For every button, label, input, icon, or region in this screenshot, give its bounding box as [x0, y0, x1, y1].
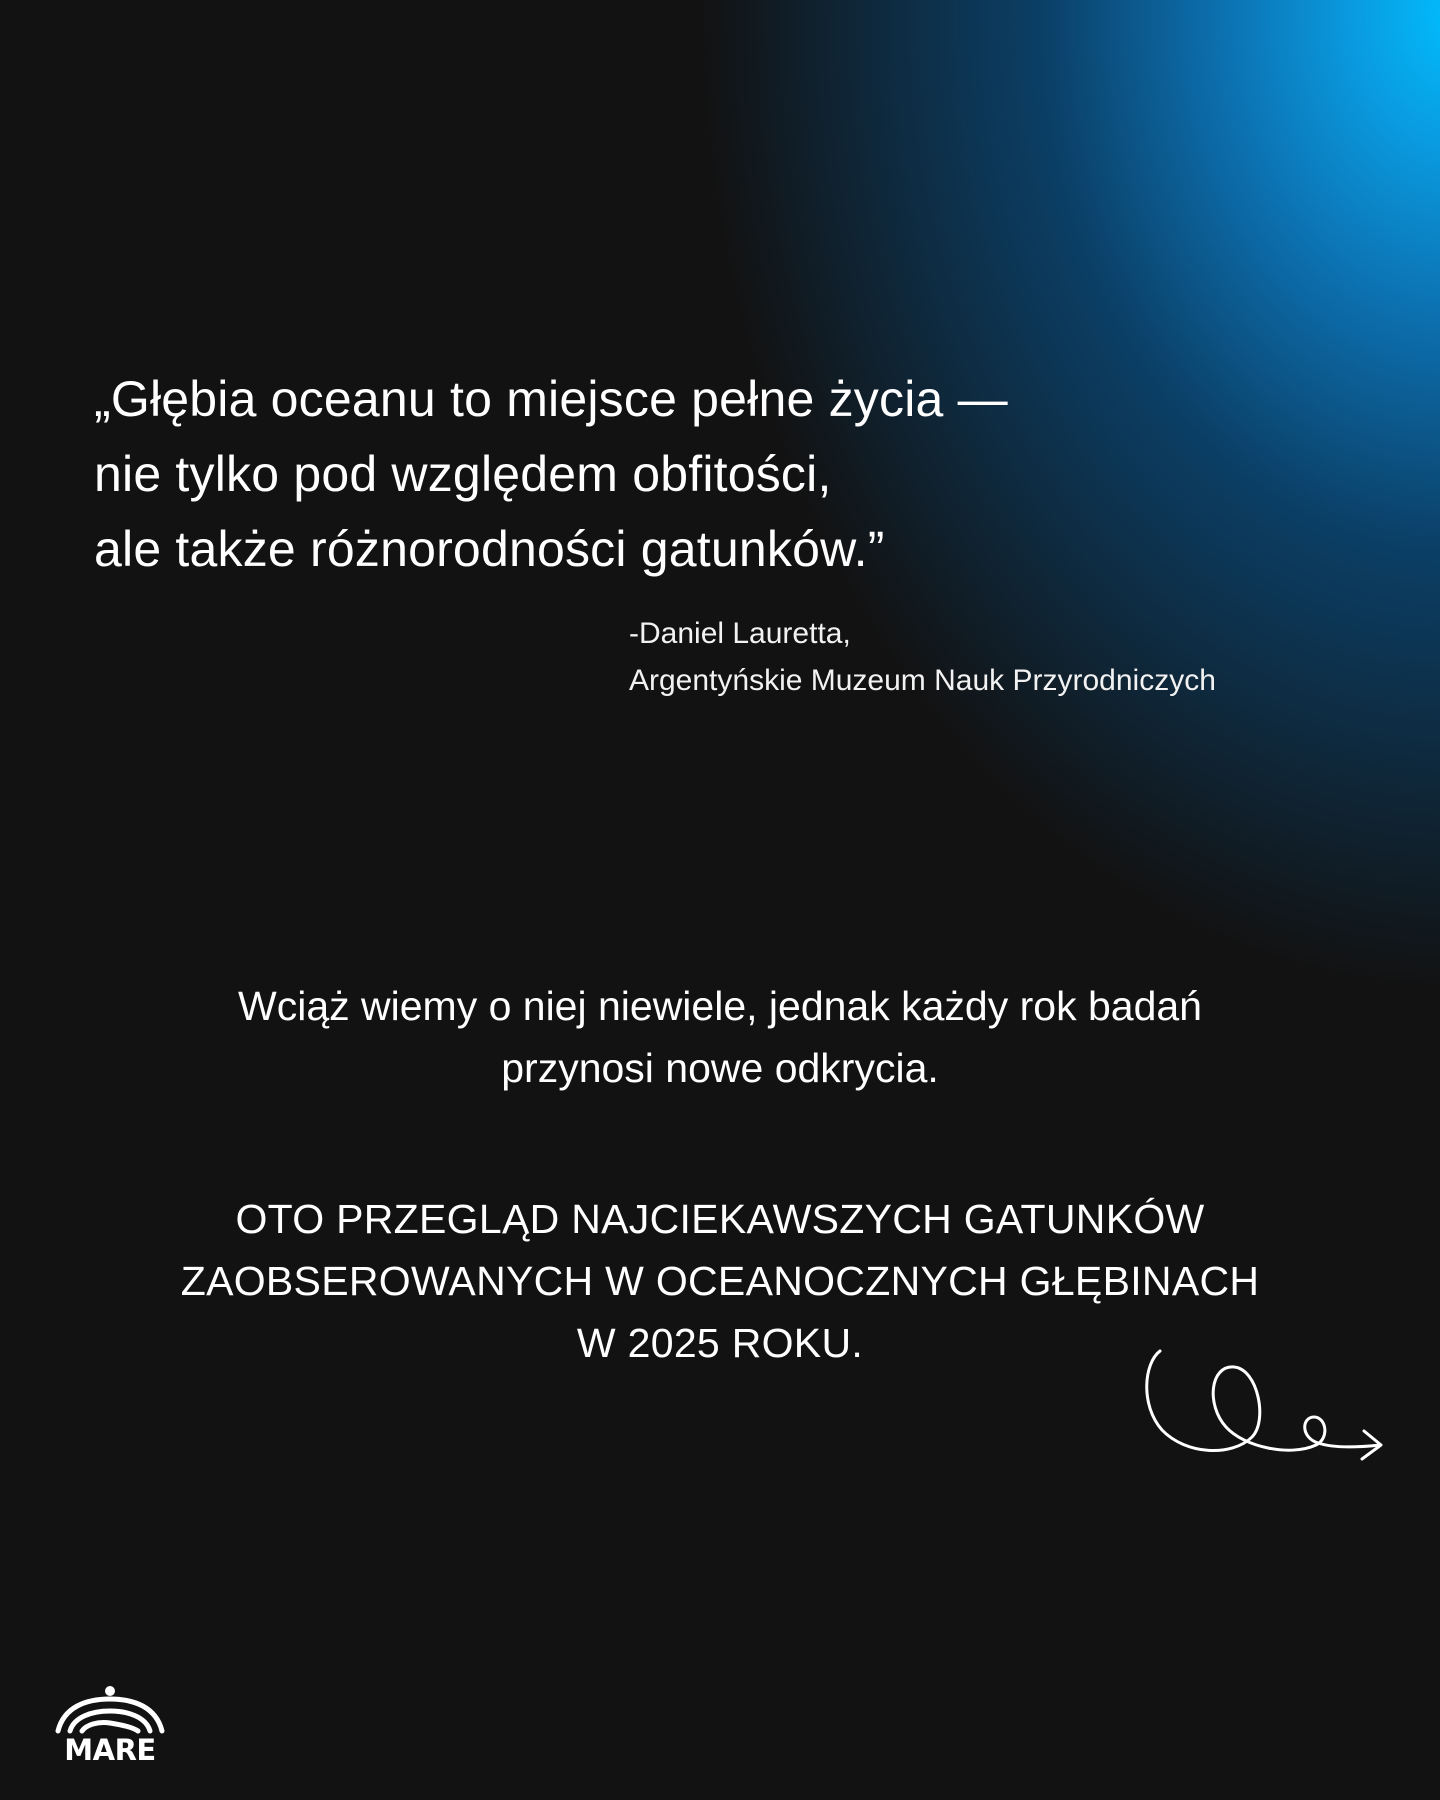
- headline-line: W 2025 ROKU.: [576, 1320, 864, 1366]
- headline-line: OTO PRZEGLĄD NAJCIEKAWSZYCH GATUNKÓW: [235, 1196, 1205, 1242]
- quote-line: nie tylko pod względem obfitości,: [94, 446, 832, 502]
- quote-block: [94, 362, 1194, 587]
- headline-line: ZAOBSEROWANYCH W OCEANOCZNYCH GŁĘBINACH: [180, 1258, 1260, 1304]
- quote-author: -Daniel Lauretta,: [629, 617, 851, 650]
- intro-line: przynosi nowe odkrycia.: [501, 1045, 939, 1091]
- quote-institution: Argentyńskie Muzeum Nauk Przyrodniczych: [629, 664, 1216, 697]
- logo-text: MARE: [64, 1733, 156, 1767]
- intro-text: [0, 975, 1440, 1099]
- swirl-arrow-icon[interactable]: [1140, 1345, 1390, 1480]
- mare-logo: [52, 1685, 168, 1765]
- quote-line: ale także różnorodności gatunków.”: [94, 521, 885, 577]
- quote-attribution: [629, 610, 1216, 704]
- intro-line: Wciąż wiemy o niej niewiele, jednak każdy rok badań: [238, 983, 1202, 1029]
- quote-line: „Głębia oceanu to miejsce pełne życia —: [94, 371, 1008, 427]
- waves-logo-icon: [52, 1685, 168, 1737]
